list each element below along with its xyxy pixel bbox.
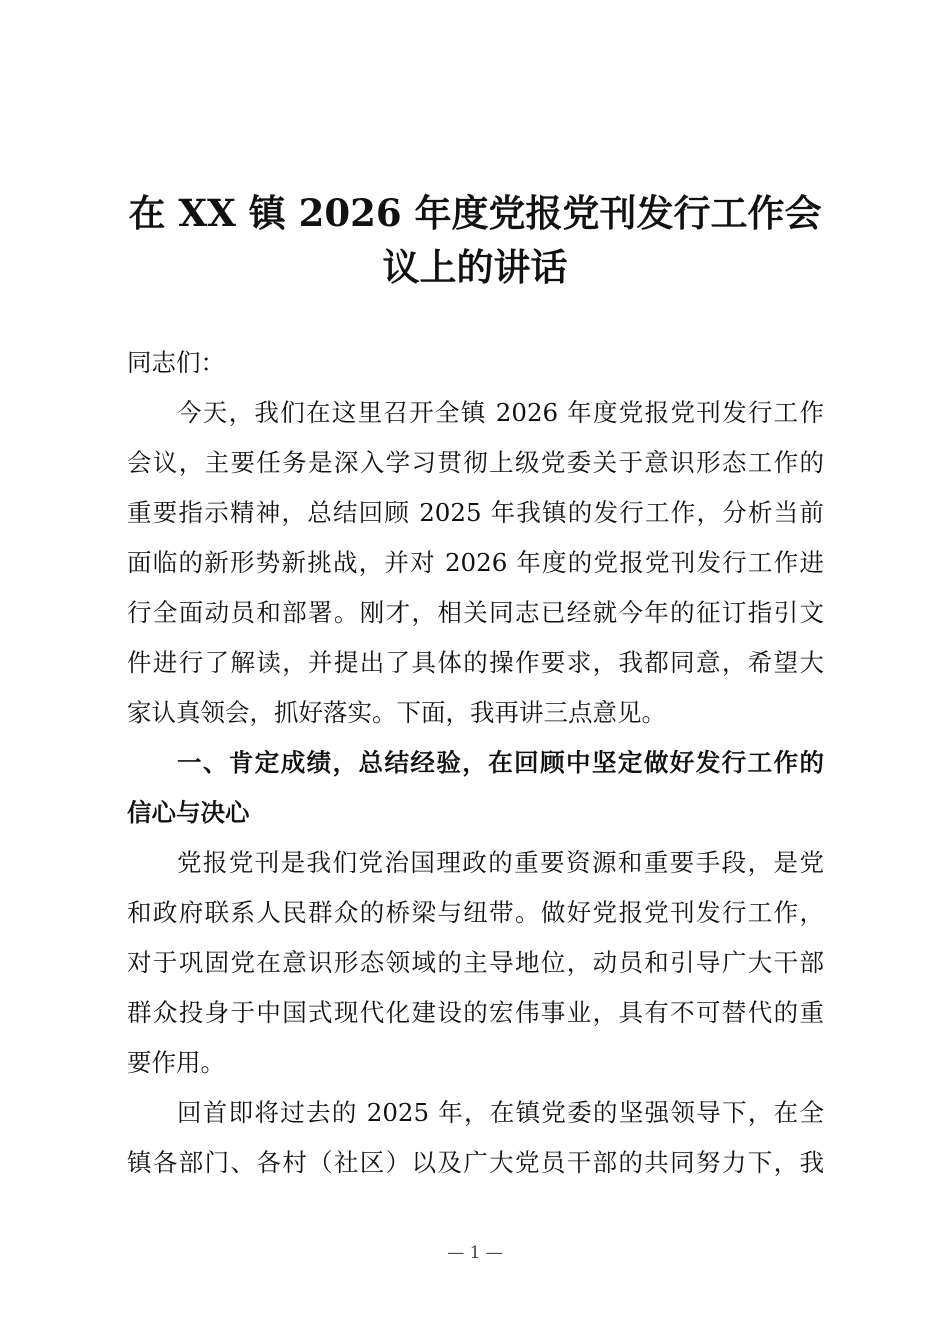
section-heading-line: 信心与决心 [127,798,250,827]
paragraph-line: 今天，我们在这里召开全镇 2026 年度党报党刊发行工作 [177,398,824,427]
document-body [127,338,824,1188]
paragraph-line: 会议，主要任务是深入学习贯彻上级党委关于意识形态工作的 [127,448,824,477]
paragraph-line: 家认真领会，抓好落实。下面，我再讲三点意见。 [127,698,666,727]
document-title [100,186,850,294]
page-number: — 1 — [447,1243,503,1263]
paragraph-line: 群众投身于中国式现代化建设的宏伟事业，具有不可替代的重 [127,998,824,1027]
paragraph-line: 回首即将过去的 2025 年，在镇党委的坚强领导下，在全 [177,1098,824,1127]
paragraph-line: 行全面动员和部署。刚才，相关同志已经就今年的征订指引文 [127,598,824,627]
title-line: 议上的讲话 [382,245,568,289]
salutation: 同志们： [127,348,225,377]
paragraph-line: 件进行了解读，并提出了具体的操作要求，我都同意，希望大 [127,648,824,677]
paragraph-line: 要作用。 [127,1048,225,1077]
paragraph-line: 和政府联系人民群众的桥梁与纽带。做好党报党刊发行工作， [127,898,824,927]
paragraph-line: 面临的新形势新挑战，并对 2026 年度的党报党刊发行工作进 [127,548,824,577]
paragraph-line: 重要指示精神，总结回顾 2025 年我镇的发行工作，分析当前 [127,498,824,527]
title-line: 在 XX 镇 2026 年度党报党刊发行工作会 [128,191,822,235]
paragraph-line: 镇各部门、各村（社区）以及广大党员干部的共同努力下，我 [127,1148,824,1177]
paragraph-line: 对于巩固党在意识形态领域的主导地位，动员和引导广大干部 [127,948,824,977]
paragraph-line: 党报党刊是我们党治国理政的重要资源和重要手段，是党 [177,848,824,877]
section-heading-line: 一、肯定成绩，总结经验，在回顾中坚定做好发行工作的 [177,748,824,777]
